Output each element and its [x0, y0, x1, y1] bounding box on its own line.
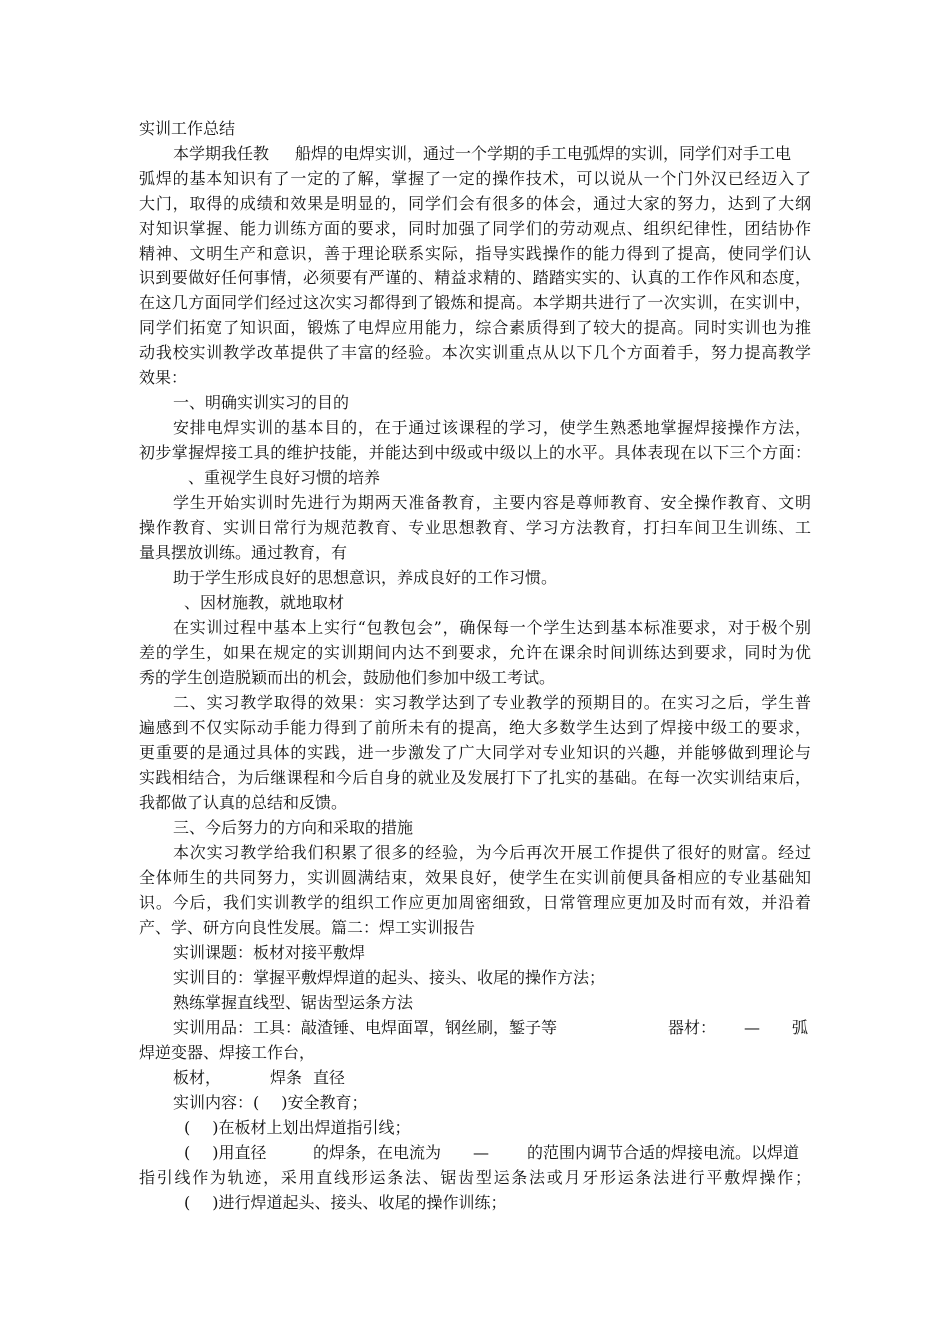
paragraph-line: 效果： — [139, 368, 188, 387]
text-run: )用直径 — [212, 1143, 267, 1162]
paragraph-line — [173, 142, 791, 166]
paragraph-line: 识到要做好任何事情，必须要有严谨的、精益求精的、踏踏实实的、认真的工作作风和态度， — [139, 268, 811, 287]
text-run: 的范围内调节合适的焊接电流。以焊道 — [527, 1143, 800, 1162]
paragraph-line: 动我校实训教学改革提供了丰富的经验。本次实训重点从以下几个方面着手，努力提高教学 — [139, 343, 811, 362]
section-heading: 、因材施教，就地取材 — [184, 593, 345, 612]
paragraph-line: 遍感到不仅实际动手能力得到了前所未有的提高，绝大多数学生达到了焊接中级工的要求， — [139, 718, 811, 737]
text-run: 船焊的电焊实训，通过一个学期的手工电弧焊的实训，同学们对手工电 — [295, 144, 792, 163]
paragraph-line: 助于学生形成良好的思想意识，养成良好的工作习惯。 — [173, 568, 558, 587]
paragraph-line: 实训课题：板材对接平敷焊 — [173, 943, 366, 962]
paragraph-line: 操作教育、实训日常行为规范教育、专业思想教育、学习方法教育，打扫车间卫生训练、工 — [139, 518, 811, 537]
paragraph-line: 弧焊的基本知识有了一定的了解，掌握了一定的操作技术，可以说从一个门外汉已经迈入了 — [139, 169, 811, 188]
paragraph-line: 本次实习教学给我们积累了很多的经验，为今后再次开展工作提供了很好的财富。经过 — [173, 843, 811, 862]
paragraph-line: 在实训过程中基本上实行“包教包会”，确保每一个学生达到基本标准要求，对于极个别 — [173, 618, 811, 637]
paragraph-line: 对知识掌握、能力训练方面的要求，同时加强了同学们的劳动观点、组织纪律性，团结协作 — [139, 219, 811, 238]
paragraph-line: 实践相结合，为后继课程和今后自身的就业及发展打下了扎实的基础。在每一次实训结束后， — [139, 768, 811, 787]
paragraph-line: 学生开始实训时先进行为期两天准备教育，主要内容是尊师教育、安全操作教育、文明 — [173, 493, 811, 512]
paragraph-line — [184, 1191, 507, 1215]
paragraph-line: 同学们拓宽了知识面，锻炼了电焊应用能力，综合素质得到了较大的提高。同时实训也为推 — [139, 318, 811, 337]
section-heading: 三、今后努力的方向和采取的措施 — [173, 818, 414, 837]
paragraph-line: 指引线作为轨迹，采用直线形运条法、锯齿型运条法或月牙形运条法进行平敷焊操作； — [139, 1168, 811, 1187]
section-heading: 、重视学生良好习惯的培养 — [188, 468, 381, 487]
text-run: 直径 — [313, 1068, 346, 1087]
paragraph-line: 初步掌握焊接工具的维护技能，并能达到中级或中级以上的水平。具体表现在以下三个方面： — [139, 443, 811, 462]
paragraph-line: 实训用品：工具：敲渣锤、电焊面罩，钢丝刷，錾子等 — [173, 1018, 558, 1037]
text-run: 的焊条，在电流为 — [313, 1143, 442, 1162]
text-run: ( — [184, 1118, 191, 1137]
document-title: 实训工作总结 — [139, 119, 236, 138]
text-run: — — [473, 1143, 489, 1162]
paragraph-line — [184, 1141, 267, 1165]
section-heading: 一、明确实训实习的目的 — [173, 393, 350, 412]
paragraph-line: 二、实习教学取得的效果：实习教学达到了专业教学的预期目的。在实习之后，学生普 — [173, 693, 811, 712]
paragraph-line: 熟练掌握直线型、锯齿型运条方法 — [173, 993, 414, 1012]
text-run: )安全教育； — [281, 1093, 368, 1112]
text-run: 弧 — [792, 1018, 809, 1037]
paragraph-line: 产、学、研方向良性发展。篇二：焊工实训报告 — [139, 918, 476, 937]
paragraph-line: 精神、文明生产和意识，善于理论联系实际，指导实践操作的能力得到了提高，使同学们认 — [139, 244, 811, 263]
text-run: ( — [184, 1193, 191, 1212]
text-run: 焊条 — [270, 1068, 303, 1087]
paragraph-line: 我都做了认真的总结和反馈。 — [139, 793, 348, 812]
text-run: — — [744, 1018, 760, 1037]
paragraph-line: 秀的学生创造脱颖而出的机会，鼓励他们参加中级工考试。 — [139, 668, 556, 687]
text-run: ( — [184, 1143, 191, 1162]
paragraph-line — [184, 1116, 411, 1140]
paragraph-line: 全体师生的共同努力，实训圆满结束，效果良好，使学生在实训前便具备相应的专业基础知 — [139, 868, 811, 887]
paragraph-line: 更重要的是通过具体的实践，进一步激发了广大同学对专业知识的兴趣，并能够做到理论与 — [139, 743, 811, 762]
paragraph-line: 量具摆放训练。通过教育，有 — [139, 543, 348, 562]
paragraph-line: 在这几方面同学们经过这次实习都得到了锻炼和提高。本学期共进行了一次实训，在实训中， — [139, 293, 811, 312]
text-run: 本学期我任教 — [173, 144, 270, 163]
text-run: 器材： — [668, 1018, 717, 1037]
paragraph-line: 实训目的：掌握平敷焊焊道的起头、接头、收尾的操作方法； — [173, 968, 606, 987]
paragraph-line — [173, 1091, 368, 1115]
text-run: 板材， — [173, 1068, 222, 1087]
paragraph-line: 大门，取得的成绩和效果是明显的，同学们会有很多的体会，通过大家的努力，达到了大纲 — [139, 194, 811, 213]
text-run: )在板材上划出焊道指引线； — [212, 1118, 411, 1137]
paragraph-line: 安排电焊实训的基本目的，在于通过该课程的学习，使学生熟悉地掌握焊接操作方法， — [173, 418, 811, 437]
paragraph-line: 差的学生，如果在规定的实训期间内达不到要求，允许在课余时间训练达到要求，同时为优 — [139, 643, 811, 662]
text-run: 实训内容：( — [173, 1093, 260, 1112]
paragraph-line: 焊逆变器、焊接工作台， — [139, 1043, 316, 1062]
paragraph-line: 识。今后，我们实训教学的组织工作应更加周密细致，日常管理应更加及时而有效，并沿着 — [139, 893, 811, 912]
text-run: )进行焊道起头、接头、收尾的操作训练； — [212, 1193, 507, 1212]
